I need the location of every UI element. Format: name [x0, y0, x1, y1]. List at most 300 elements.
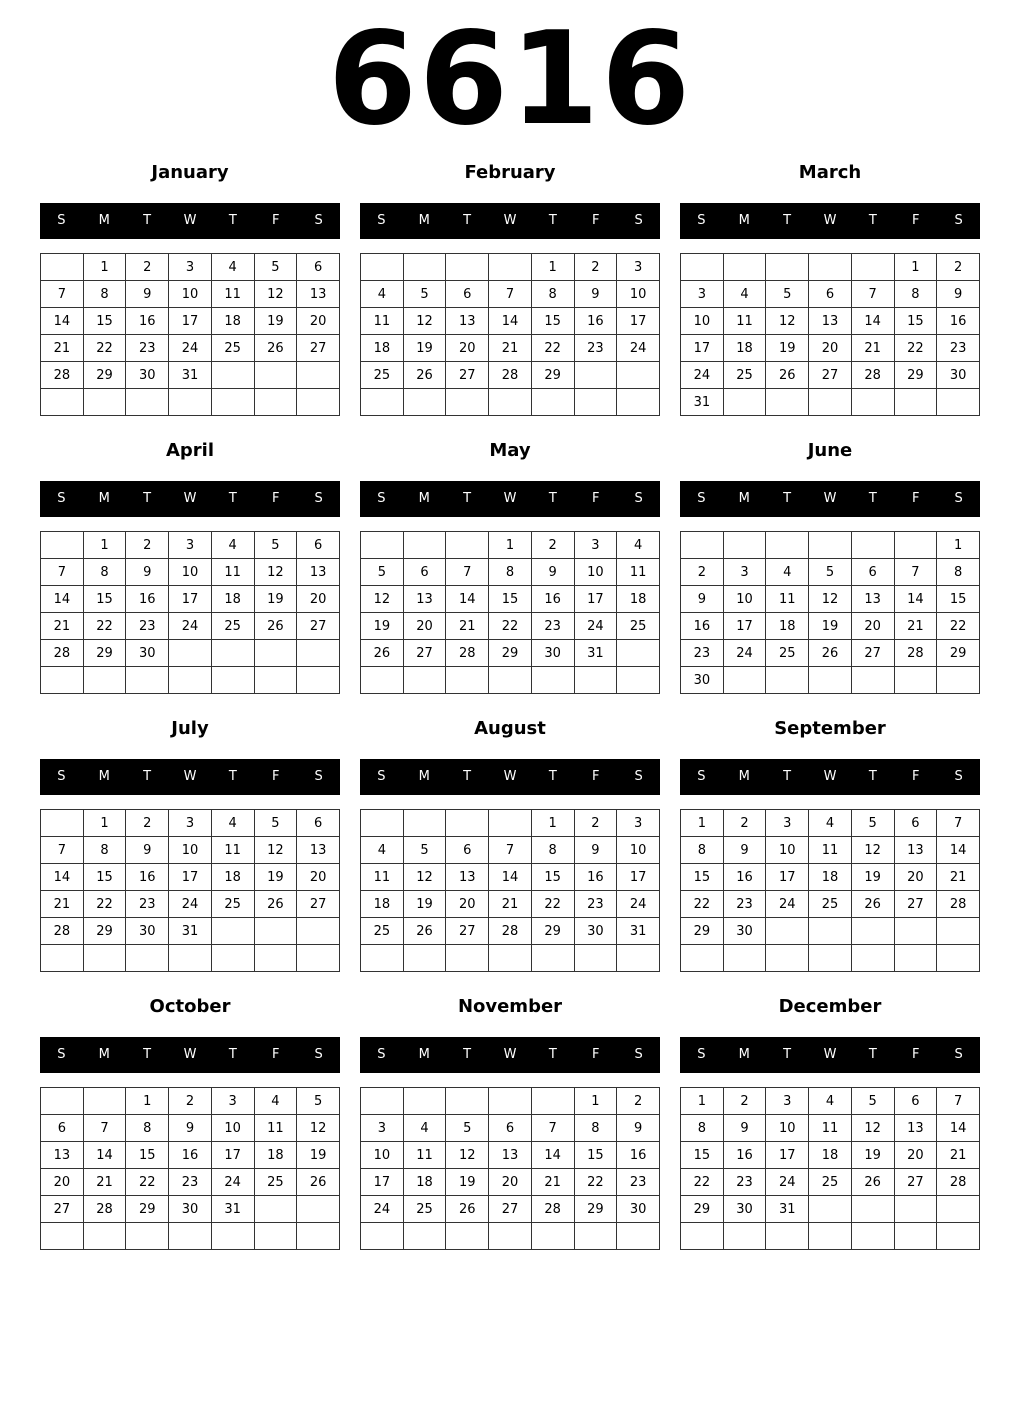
weekday-label: M	[98, 491, 110, 506]
week-row	[41, 1088, 340, 1115]
day-cell	[531, 1223, 574, 1250]
day-cell	[809, 918, 852, 945]
day-cell	[851, 667, 894, 694]
weekday-label: S	[697, 491, 706, 506]
day-cell: 5	[851, 810, 894, 837]
day-cell	[297, 918, 340, 945]
weekday-label: M	[418, 213, 430, 228]
day-cell: 2	[169, 1088, 212, 1115]
weekday-label: F	[911, 491, 920, 506]
weekday-label: S	[634, 213, 643, 228]
day-cell: 16	[531, 586, 574, 613]
day-grid	[680, 531, 980, 694]
week-row	[41, 335, 340, 362]
week-row	[361, 1223, 660, 1250]
weekday-label: T	[868, 769, 877, 784]
week-row	[41, 254, 340, 281]
week-row	[681, 667, 980, 694]
day-cell: 12	[361, 586, 404, 613]
day-cell: 4	[361, 281, 404, 308]
day-cell	[617, 1223, 660, 1250]
day-cell: 20	[809, 335, 852, 362]
week-row	[361, 559, 660, 586]
day-cell: 19	[254, 586, 297, 613]
weekday-label: S	[57, 769, 66, 784]
weekday-label: T	[143, 769, 152, 784]
weekday-label: M	[418, 1047, 430, 1062]
day-cell: 3	[211, 1088, 254, 1115]
day-cell: 21	[531, 1169, 574, 1196]
week-row	[361, 945, 660, 972]
day-cell: 7	[894, 559, 937, 586]
day-cell: 9	[681, 586, 724, 613]
day-cell: 7	[41, 281, 84, 308]
day-cell: 17	[361, 1169, 404, 1196]
day-cell: 1	[894, 254, 937, 281]
day-cell: 4	[211, 254, 254, 281]
day-cell: 26	[297, 1169, 340, 1196]
day-cell: 21	[41, 335, 84, 362]
day-cell: 6	[297, 254, 340, 281]
day-cell: 6	[446, 837, 489, 864]
day-cell: 13	[297, 559, 340, 586]
day-grid	[360, 531, 660, 694]
day-cell: 14	[531, 1142, 574, 1169]
weekday-label: M	[98, 1047, 110, 1062]
day-cell	[169, 945, 212, 972]
weekday-label: F	[911, 213, 920, 228]
day-cell	[361, 1088, 404, 1115]
week-row	[681, 362, 980, 389]
day-cell	[211, 667, 254, 694]
weekday-label: F	[591, 769, 600, 784]
week-row	[681, 586, 980, 613]
day-cell	[489, 1088, 532, 1115]
week-row	[681, 254, 980, 281]
week-row	[361, 1169, 660, 1196]
month-name: June	[807, 440, 853, 461]
day-cell: 17	[169, 864, 212, 891]
day-cell: 15	[531, 308, 574, 335]
weekday-label: M	[98, 213, 110, 228]
month-name: August	[474, 718, 546, 739]
weekday-label: W	[823, 769, 837, 784]
weekday-header	[680, 1037, 980, 1073]
day-cell	[894, 945, 937, 972]
day-cell: 14	[894, 586, 937, 613]
month-name: May	[489, 440, 531, 461]
day-cell: 24	[169, 613, 212, 640]
weekday-label: S	[377, 1047, 386, 1062]
day-cell: 24	[169, 891, 212, 918]
day-cell: 11	[809, 837, 852, 864]
day-cell: 26	[766, 362, 809, 389]
day-cell	[894, 1196, 937, 1223]
day-cell	[403, 667, 446, 694]
day-cell: 18	[361, 891, 404, 918]
day-cell: 20	[851, 613, 894, 640]
day-cell: 10	[169, 837, 212, 864]
day-cell: 16	[126, 308, 169, 335]
day-cell: 27	[489, 1196, 532, 1223]
day-cell: 20	[297, 586, 340, 613]
day-cell: 17	[574, 586, 617, 613]
weekday-label: W	[823, 1047, 837, 1062]
day-cell: 11	[211, 559, 254, 586]
week-row	[681, 281, 980, 308]
weekday-label: F	[271, 769, 280, 784]
day-cell: 28	[894, 640, 937, 667]
week-row	[681, 864, 980, 891]
day-cell	[937, 667, 980, 694]
day-cell: 20	[297, 308, 340, 335]
weekday-header	[360, 203, 660, 239]
day-cell: 4	[254, 1088, 297, 1115]
day-cell: 14	[83, 1142, 126, 1169]
day-cell: 24	[211, 1169, 254, 1196]
day-cell	[446, 254, 489, 281]
week-row	[41, 864, 340, 891]
weekday-label: T	[783, 1047, 792, 1062]
day-cell: 25	[211, 335, 254, 362]
week-row	[361, 1142, 660, 1169]
day-cell	[574, 667, 617, 694]
day-cell: 30	[126, 362, 169, 389]
day-grid	[680, 809, 980, 972]
weekday-header	[360, 759, 660, 795]
day-cell: 28	[41, 918, 84, 945]
day-cell: 9	[126, 559, 169, 586]
day-cell: 16	[126, 864, 169, 891]
day-cell: 21	[41, 891, 84, 918]
day-cell: 13	[446, 864, 489, 891]
month-may	[360, 436, 660, 661]
day-cell: 1	[531, 254, 574, 281]
day-cell	[446, 810, 489, 837]
day-cell: 23	[126, 613, 169, 640]
day-cell	[894, 1223, 937, 1250]
day-cell: 12	[766, 308, 809, 335]
day-cell	[297, 640, 340, 667]
day-cell: 28	[851, 362, 894, 389]
day-cell	[254, 640, 297, 667]
day-cell: 7	[489, 281, 532, 308]
weekday-label: M	[418, 491, 430, 506]
day-cell: 8	[574, 1115, 617, 1142]
day-cell: 19	[403, 891, 446, 918]
week-row	[361, 586, 660, 613]
day-cell	[169, 1223, 212, 1250]
day-cell: 29	[531, 362, 574, 389]
day-cell: 22	[489, 613, 532, 640]
day-cell	[83, 389, 126, 416]
day-grid	[40, 1087, 340, 1250]
day-cell: 29	[894, 362, 937, 389]
week-row	[681, 335, 980, 362]
day-cell: 4	[809, 810, 852, 837]
day-cell: 25	[403, 1196, 446, 1223]
day-cell	[254, 362, 297, 389]
day-cell	[574, 1223, 617, 1250]
day-cell	[617, 389, 660, 416]
day-cell: 21	[83, 1169, 126, 1196]
day-cell	[211, 640, 254, 667]
day-cell	[489, 667, 532, 694]
day-cell	[126, 389, 169, 416]
day-cell: 23	[937, 335, 980, 362]
weekday-header	[360, 481, 660, 517]
day-cell: 25	[617, 613, 660, 640]
weekday-label: F	[591, 491, 600, 506]
week-row	[361, 281, 660, 308]
weekday-label: M	[738, 1047, 750, 1062]
day-cell: 22	[83, 891, 126, 918]
day-cell: 18	[809, 1142, 852, 1169]
day-cell	[723, 532, 766, 559]
week-row	[681, 613, 980, 640]
day-cell	[211, 362, 254, 389]
day-cell: 19	[809, 613, 852, 640]
week-row	[681, 389, 980, 416]
week-row	[361, 667, 660, 694]
day-cell: 12	[809, 586, 852, 613]
day-cell: 26	[851, 891, 894, 918]
day-cell: 26	[446, 1196, 489, 1223]
day-cell: 3	[681, 281, 724, 308]
week-row	[41, 837, 340, 864]
day-cell: 18	[211, 864, 254, 891]
day-cell: 10	[723, 586, 766, 613]
day-cell: 11	[361, 864, 404, 891]
day-cell: 19	[361, 613, 404, 640]
day-cell: 25	[361, 918, 404, 945]
day-cell	[361, 1223, 404, 1250]
day-cell: 6	[489, 1115, 532, 1142]
day-cell: 20	[446, 335, 489, 362]
day-cell	[809, 1196, 852, 1223]
day-cell	[254, 945, 297, 972]
month-name: January	[151, 162, 229, 183]
day-cell	[937, 1223, 980, 1250]
day-cell: 13	[851, 586, 894, 613]
day-cell: 4	[403, 1115, 446, 1142]
day-cell	[297, 389, 340, 416]
week-row	[361, 891, 660, 918]
day-cell	[211, 389, 254, 416]
day-grid	[360, 1087, 660, 1250]
month-june	[680, 436, 980, 688]
day-cell: 10	[617, 837, 660, 864]
day-cell	[361, 810, 404, 837]
day-cell: 22	[83, 613, 126, 640]
day-cell: 12	[403, 308, 446, 335]
day-cell: 11	[211, 281, 254, 308]
day-cell: 28	[41, 362, 84, 389]
day-cell: 3	[617, 254, 660, 281]
day-cell: 18	[617, 586, 660, 613]
day-cell	[937, 945, 980, 972]
day-cell: 3	[617, 810, 660, 837]
day-cell: 16	[723, 864, 766, 891]
day-cell	[809, 389, 852, 416]
day-cell: 21	[894, 613, 937, 640]
day-cell	[446, 532, 489, 559]
day-cell: 24	[574, 613, 617, 640]
weekday-label: S	[314, 1047, 323, 1062]
weekday-label: S	[697, 213, 706, 228]
day-cell	[851, 918, 894, 945]
week-row	[681, 837, 980, 864]
day-cell	[766, 254, 809, 281]
day-cell: 8	[83, 559, 126, 586]
day-cell: 21	[41, 613, 84, 640]
day-cell	[894, 532, 937, 559]
day-cell: 15	[894, 308, 937, 335]
day-cell: 6	[41, 1115, 84, 1142]
weekday-label: M	[738, 769, 750, 784]
day-cell: 11	[361, 308, 404, 335]
weekday-label: W	[823, 213, 837, 228]
weekday-label: T	[228, 213, 237, 228]
day-cell: 28	[83, 1196, 126, 1223]
day-cell: 31	[574, 640, 617, 667]
weekday-label: F	[911, 1047, 920, 1062]
day-cell: 5	[851, 1088, 894, 1115]
day-cell: 2	[531, 532, 574, 559]
week-row	[681, 640, 980, 667]
day-cell	[617, 945, 660, 972]
day-cell: 9	[723, 1115, 766, 1142]
weekday-label: S	[314, 491, 323, 506]
weekday-header	[680, 759, 980, 795]
day-cell: 5	[254, 254, 297, 281]
day-cell: 28	[937, 891, 980, 918]
day-cell: 5	[297, 1088, 340, 1115]
week-row	[41, 613, 340, 640]
day-cell: 13	[297, 281, 340, 308]
day-cell: 2	[681, 559, 724, 586]
day-cell: 17	[617, 864, 660, 891]
month-march	[680, 158, 980, 410]
day-cell: 8	[83, 837, 126, 864]
day-cell: 30	[723, 1196, 766, 1223]
day-cell: 28	[446, 640, 489, 667]
weekday-label: W	[823, 491, 837, 506]
day-cell	[41, 945, 84, 972]
day-cell: 14	[937, 1115, 980, 1142]
day-cell: 8	[126, 1115, 169, 1142]
weekday-label: T	[548, 769, 557, 784]
day-cell: 8	[937, 559, 980, 586]
week-row	[41, 1169, 340, 1196]
day-cell	[446, 667, 489, 694]
month-february	[360, 158, 660, 383]
weekday-label: T	[463, 491, 472, 506]
weekday-label: S	[314, 213, 323, 228]
week-row	[681, 308, 980, 335]
weekday-label: S	[377, 769, 386, 784]
week-row	[681, 1088, 980, 1115]
day-cell: 14	[851, 308, 894, 335]
day-cell: 19	[297, 1142, 340, 1169]
day-cell	[574, 945, 617, 972]
day-cell	[41, 389, 84, 416]
week-row	[361, 1196, 660, 1223]
day-cell: 8	[681, 1115, 724, 1142]
day-cell	[403, 810, 446, 837]
day-cell: 1	[83, 810, 126, 837]
day-cell: 3	[169, 810, 212, 837]
day-cell: 7	[851, 281, 894, 308]
weekday-label: F	[591, 1047, 600, 1062]
week-row	[41, 281, 340, 308]
week-row	[681, 945, 980, 972]
week-row	[41, 891, 340, 918]
weekday-label: F	[271, 213, 280, 228]
day-cell	[809, 254, 852, 281]
day-cell	[894, 667, 937, 694]
day-cell: 23	[723, 891, 766, 918]
day-cell: 6	[297, 810, 340, 837]
day-cell	[41, 667, 84, 694]
day-cell: 3	[169, 254, 212, 281]
day-cell	[937, 389, 980, 416]
weekday-label: S	[954, 213, 963, 228]
day-cell: 17	[211, 1142, 254, 1169]
day-cell: 28	[489, 918, 532, 945]
day-cell: 30	[126, 640, 169, 667]
day-cell: 11	[809, 1115, 852, 1142]
day-cell: 8	[894, 281, 937, 308]
day-cell	[446, 945, 489, 972]
day-cell: 10	[681, 308, 724, 335]
day-cell: 1	[937, 532, 980, 559]
day-cell: 4	[617, 532, 660, 559]
day-cell	[83, 945, 126, 972]
day-cell	[403, 1223, 446, 1250]
weekday-label: S	[634, 491, 643, 506]
month-name: December	[778, 996, 882, 1017]
weekday-label: T	[868, 491, 877, 506]
month-name: March	[798, 162, 862, 183]
day-cell	[766, 389, 809, 416]
day-cell: 28	[531, 1196, 574, 1223]
day-grid	[360, 253, 660, 416]
day-cell	[681, 532, 724, 559]
day-cell: 21	[937, 1142, 980, 1169]
day-cell: 30	[126, 918, 169, 945]
day-cell	[723, 389, 766, 416]
day-cell: 7	[937, 1088, 980, 1115]
day-cell	[83, 667, 126, 694]
day-cell: 12	[297, 1115, 340, 1142]
day-cell: 30	[574, 918, 617, 945]
day-cell: 14	[41, 586, 84, 613]
day-cell: 26	[403, 918, 446, 945]
weekday-label: T	[868, 1047, 877, 1062]
day-cell: 26	[809, 640, 852, 667]
day-cell	[489, 945, 532, 972]
week-row	[41, 559, 340, 586]
weekday-label: T	[548, 1047, 557, 1062]
week-row	[41, 586, 340, 613]
week-row	[41, 389, 340, 416]
day-cell: 14	[41, 308, 84, 335]
day-cell	[851, 389, 894, 416]
day-cell: 12	[446, 1142, 489, 1169]
weekday-label: T	[143, 1047, 152, 1062]
day-cell: 17	[766, 864, 809, 891]
